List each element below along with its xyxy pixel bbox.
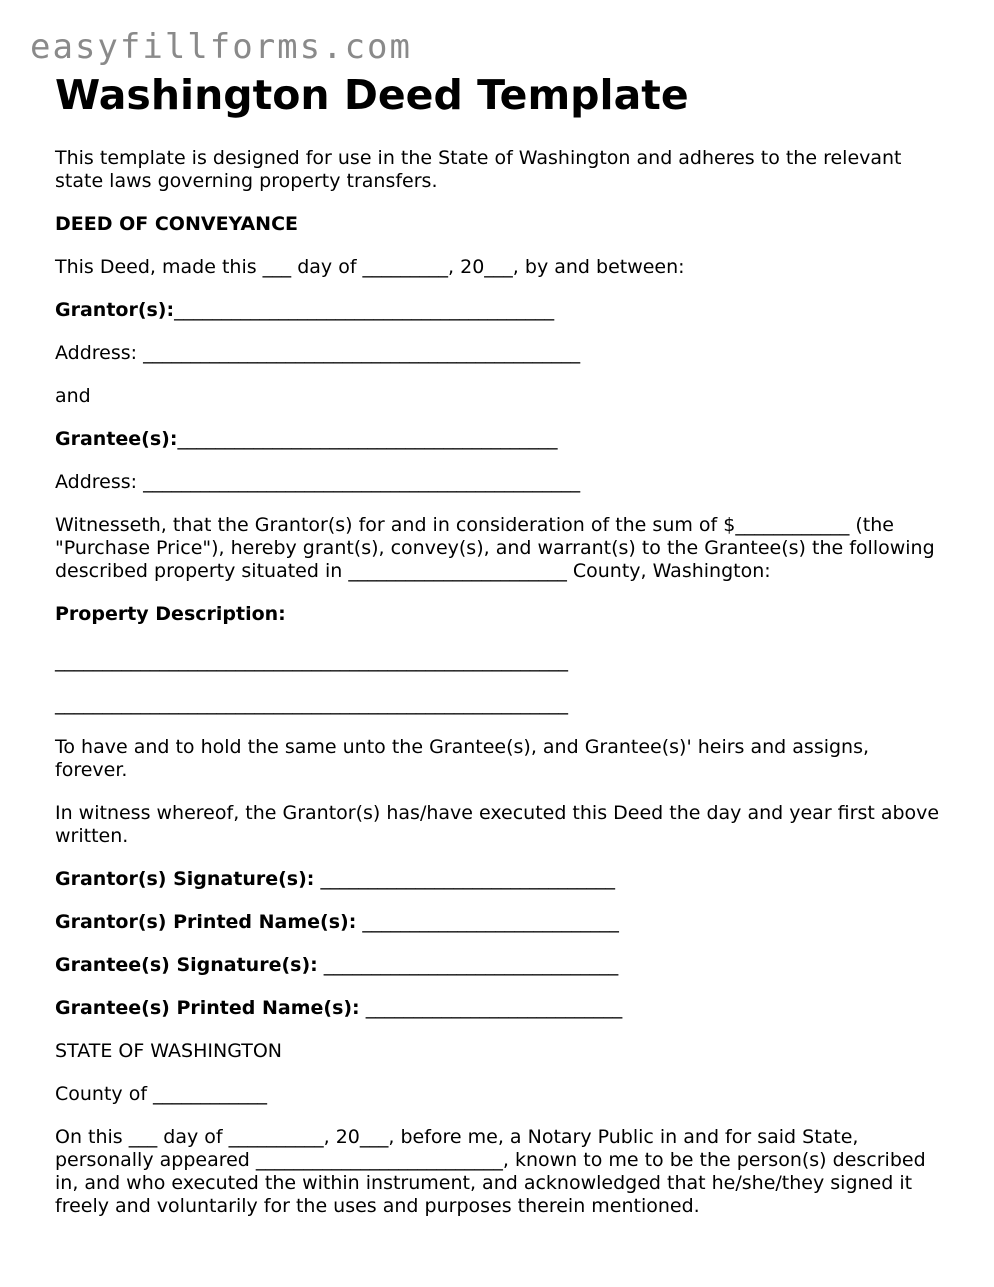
grantor-address-label: Address:: [55, 342, 138, 365]
grantor-signature-blank[interactable]: _______________________________: [320, 868, 615, 891]
grantor-printed-name-blank[interactable]: ___________________________: [362, 911, 619, 934]
grantor-printed-name-line: [55, 911, 945, 934]
county-line: County of ____________: [55, 1083, 268, 1106]
grantee-address-label: Address:: [55, 471, 138, 494]
property-line-2[interactable]: ______________________________________________________: [55, 693, 568, 716]
grantee-address-line: [55, 471, 945, 494]
in-witness-paragraph: In witness whereof, the Grantor(s) has/have executed this Deed the day and year first above written.: [55, 802, 940, 848]
grantor-printed-name-label: Grantor(s) Printed Name(s):: [55, 911, 357, 934]
grantee-signature-label: Grantee(s) Signature(s):: [55, 954, 318, 977]
witnesseth-paragraph: Witnesseth, that the Grantor(s) for and in consideration of the sum of $____________ (the "Purchase Price"), hereby grant(s), convey(s), and warrant(s) to the Grantee(s) the following described property situated in _______________________ County, Washington:: [55, 514, 935, 583]
state-line: STATE OF WASHINGTON: [55, 1040, 283, 1063]
grantor-signature-line: [55, 868, 945, 891]
section-heading: DEED OF CONVEYANCE: [55, 213, 299, 236]
grantee-signature-line: [55, 954, 945, 977]
grantor-address-line: [55, 342, 945, 365]
grantee-line: [55, 428, 945, 451]
grantee-printed-name-label: Grantee(s) Printed Name(s):: [55, 997, 360, 1020]
habendum-paragraph: To have and to hold the same unto the Grantee(s), and Grantee(s)' heirs and assigns, forever.: [55, 736, 870, 782]
grantor-label: Grantor(s):: [55, 299, 175, 322]
grantee-printed-name-blank[interactable]: ___________________________: [365, 997, 623, 1020]
grantor-blank[interactable]: ________________________________________: [174, 299, 555, 322]
and-text: and: [55, 385, 91, 408]
grantor-line: [55, 299, 945, 322]
grantee-printed-name-line: [55, 997, 945, 1020]
grantee-address-blank[interactable]: ______________________________________________: [143, 471, 581, 494]
grantee-signature-blank[interactable]: _______________________________: [323, 954, 619, 977]
property-line-1[interactable]: ______________________________________________________: [55, 650, 568, 673]
made-line: This Deed, made this ___ day of _________, 20___, by and between:: [55, 256, 685, 279]
document-title: Washington Deed Template: [55, 71, 689, 119]
grantor-signature-label: Grantor(s) Signature(s):: [55, 868, 315, 891]
grantor-address-blank[interactable]: ______________________________________________: [143, 342, 581, 365]
notary-paragraph: On this ___ day of __________, 20___, before me, a Notary Public in and for said State, personally appeared __________________________, known to me to be the person(s) described in, and who executed the within instrument, and acknowledged that he/she/they signed it freely and voluntarily for the uses and purposes therein mentioned.: [55, 1126, 926, 1218]
property-description-label: Property Description:: [55, 603, 286, 626]
watermark: easyfillforms.com: [30, 27, 412, 67]
grantee-label: Grantee(s):: [55, 428, 178, 451]
document-body: [55, 72, 945, 1238]
intro-paragraph: This template is designed for use in the State of Washington and adheres to the relevant state laws governing property transfers.: [55, 147, 902, 193]
grantee-blank[interactable]: ________________________________________: [177, 428, 558, 451]
